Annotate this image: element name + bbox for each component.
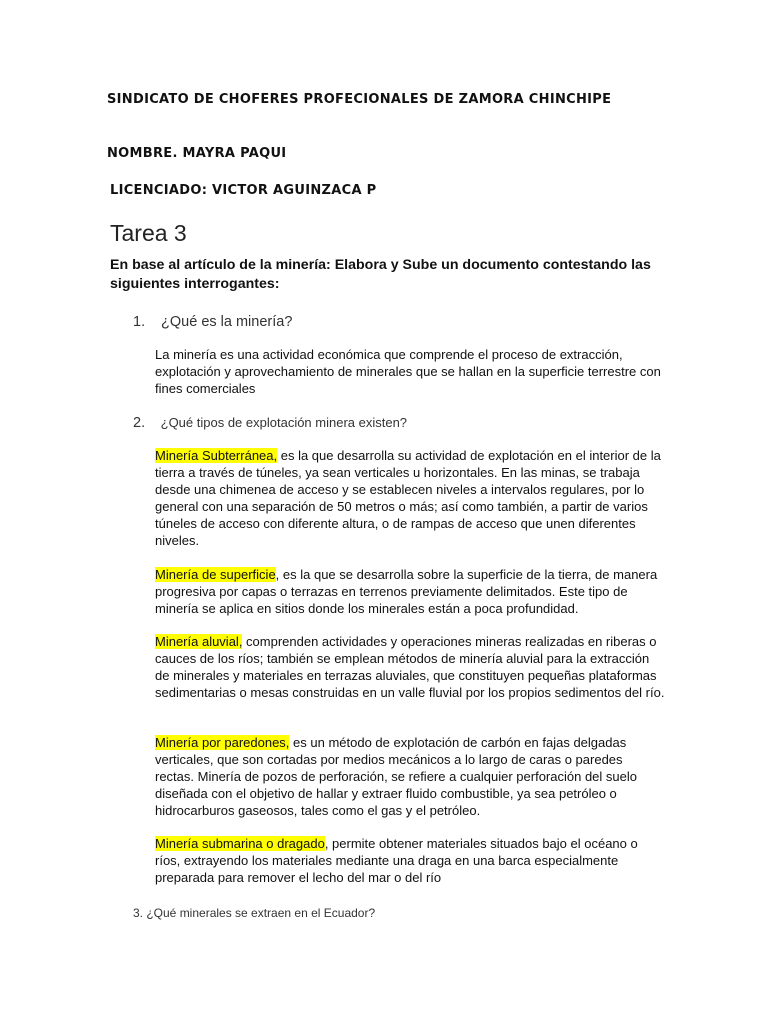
- question-2: [133, 415, 407, 431]
- question-1: [133, 314, 292, 330]
- teacher-name: LICENCIADO: VICTOR AGUINZACA P: [110, 183, 377, 198]
- question-1-text: ¿Qué es la minería?: [161, 314, 293, 330]
- question-3: 3. ¿Qué minerales se extraen en el Ecuador?: [133, 906, 376, 920]
- question-2-number: 2.: [133, 415, 146, 431]
- page-title: Tarea 3: [110, 220, 187, 246]
- term-description: es un método de explotación de carbón en fajas delgadas verticales, que son cortadas por medios mecánicos a lo largo de caras o paredes rectas. Minería de pozos de perforación, se refiere a cualquier perforación del suelo diseñada con el objetivo de hallar y extraer fluido combustible, ya sea petróleo o hidrocarburos gaseosos, tales como el gas y el petróleo.: [155, 735, 637, 818]
- union-header: SINDICATO DE CHOFERES PROFECIONALES DE ZAMORA CHINCHIPE: [107, 92, 612, 107]
- question-2-text: ¿Qué tipos de explotación minera existen?: [160, 415, 408, 430]
- highlighted-term: Minería Subterránea,: [155, 448, 278, 463]
- instructions: En base al artículo de la minería: Elabora y Sube un documento contestando las siguientes interrogantes:: [110, 257, 651, 292]
- term-description: es la que desarrolla su actividad de explotación en el interior de la tierra a través de túneles, ya sean verticales u horizontales. En las minas, se trabaja desde una chimenea de acceso y se establecen niveles a intervalos regulares, por lo general con una separación de 50 metros o más; así como también, a partir de varios túneles de acceso con diferente altura, o de rampas de acceso que unen diferentes niveles.: [155, 448, 661, 548]
- mining-type-alluvial: [155, 633, 665, 701]
- term-description: , es la que se desarrolla sobre la superficie de la tierra, de manera progresiva por capas o terrazas en terrenos previamente delimitados. Este tipo de minería se aplica en sitios donde los minerales están a poca profundidad.: [155, 567, 658, 616]
- mining-type-underground: [155, 447, 665, 549]
- mining-type-submarine: [155, 835, 665, 886]
- highlighted-term: Minería por paredones,: [155, 735, 290, 750]
- term-description: comprenden actividades y operaciones mineras realizadas en riberas o cauces de los ríos; también se emplean métodos de minería aluvial para la extracción de minerales y materiales en terrazas aluviales, que constituyen pequeñas plataformas sedimentarias o mesas construidas en un valle fluvial por los propios sedimentos del río.: [155, 634, 665, 700]
- highlighted-term: Minería de superficie: [155, 567, 276, 582]
- student-name: NOMBRE. MAYRA PAQUI: [107, 146, 287, 161]
- term-description: , permite obtener materiales situados bajo el océano o ríos, extrayendo los materiales mediante una draga en una barca especialmente preparada para remover el lecho del mar o del río: [155, 836, 638, 885]
- answer-1: La minería es una actividad económica que comprende el proceso de extracción, explotación y aprovechamiento de minerales que se hallan en la superficie terrestre con fines comerciales: [155, 347, 661, 396]
- question-1-number: 1.: [133, 314, 146, 330]
- mining-type-longwall: [155, 734, 665, 819]
- highlighted-term: Minería submarina o dragado: [155, 836, 325, 851]
- highlighted-term: Minería aluvial,: [155, 634, 243, 649]
- mining-type-surface: [155, 566, 665, 617]
